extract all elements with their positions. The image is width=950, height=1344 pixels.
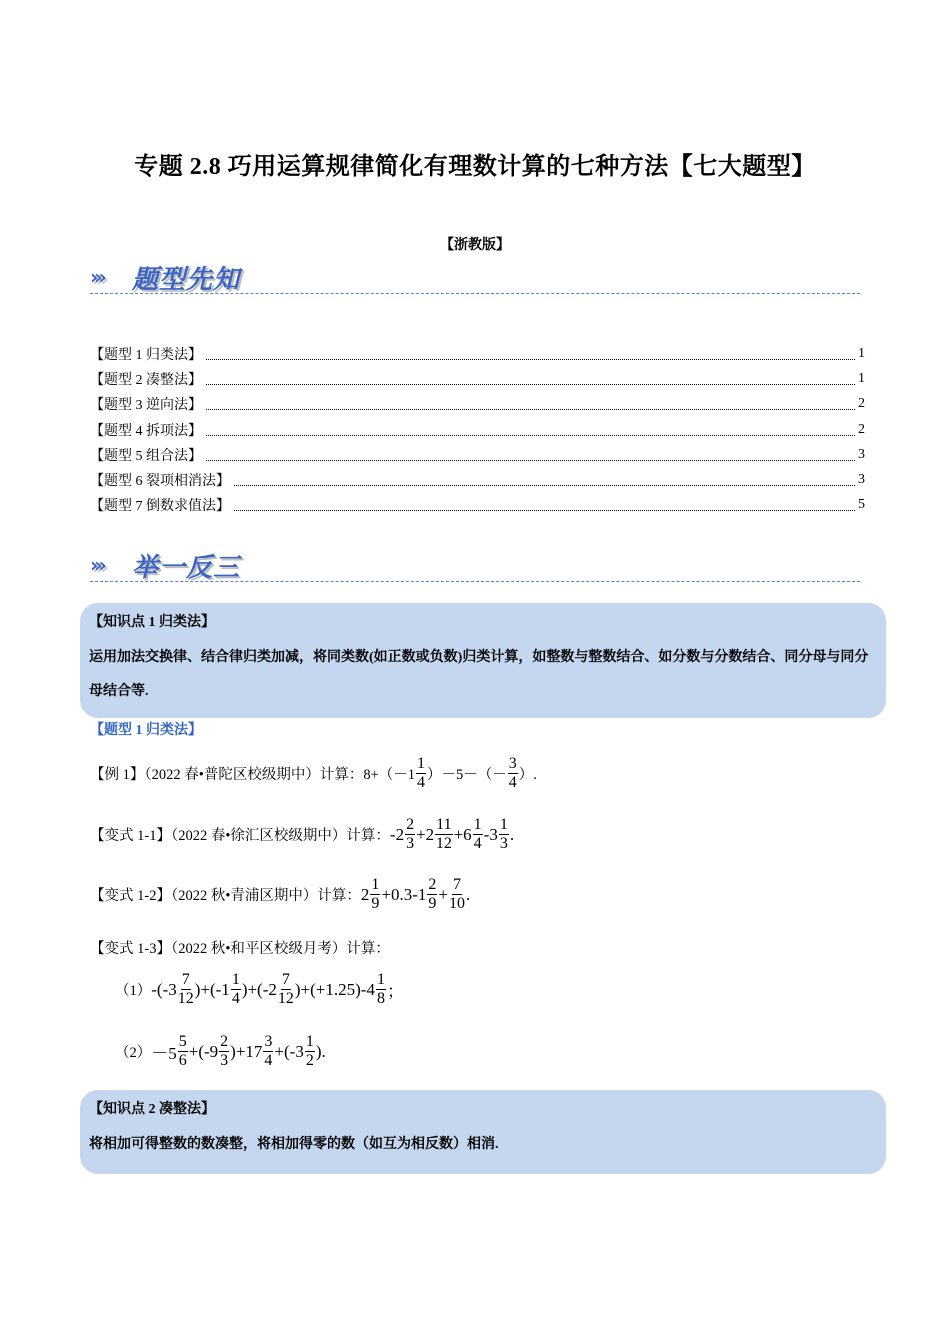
toc-item-label: 【题型 1 归类法】 bbox=[90, 347, 202, 363]
triple-arrow-icon: ››› bbox=[90, 553, 103, 577]
toc-page-number: 1 bbox=[858, 370, 865, 386]
toc-item[interactable] bbox=[90, 417, 865, 442]
fraction: $\frac{1}{4}$ bbox=[417, 755, 426, 791]
page-title: 专题 2.8 巧用运算规律简化有理数计算的七种方法【七大题型】 bbox=[134, 154, 816, 180]
dashed-divider bbox=[90, 293, 860, 294]
edition-label: 【浙教版】 bbox=[440, 238, 510, 253]
math-expression: －5 $\frac{5}{6}$ +(-9 $\frac{2}{3}$ )+17 $\frac{3}{4}$ +(-3 $\frac{1}{2}$ ). bbox=[151, 1033, 326, 1069]
toc-page-number: 5 bbox=[858, 497, 865, 513]
toc-item[interactable] bbox=[90, 442, 865, 467]
sub-problem-1 bbox=[115, 972, 404, 1007]
knowledge-heading: 【知识点 2 凑整法】 bbox=[89, 1102, 215, 1117]
toc-leader bbox=[234, 474, 855, 486]
math-expression: -2 $\frac{2}{3}$ +2 $\frac{11}{12}$ +6 $\frac{1}{4}$ -3 $\frac{1}{3}$ . bbox=[389, 816, 515, 852]
problem-label: 【例 1】（2022 春•普陀区校级期中）计算：8+（－1 bbox=[90, 767, 416, 783]
knowledge-text: 运用加法交换律、结合律归类加减，将同类数(如正数或负数)归类计算，如整数与整数结合、如分数与分数结合、同分母与同分母结合等. bbox=[89, 650, 869, 699]
banner-overview-text: 题型先知 bbox=[132, 265, 241, 295]
toc-leader bbox=[206, 424, 855, 436]
triple-arrow-icon: ››› bbox=[90, 265, 103, 289]
toc-item[interactable] bbox=[90, 493, 865, 518]
toc-item[interactable] bbox=[90, 366, 865, 391]
toc-leader bbox=[206, 449, 855, 461]
banner-practice-text: 举一反三 bbox=[132, 553, 241, 583]
table-of-contents bbox=[90, 341, 865, 518]
toc-page-number: 2 bbox=[858, 396, 865, 412]
problem-label: 【变式 1-3】（2022 秋•和平区校级月考）计算： bbox=[90, 941, 390, 957]
toc-page-number: 2 bbox=[858, 421, 865, 437]
toc-item[interactable] bbox=[90, 467, 865, 492]
toc-leader bbox=[234, 499, 855, 511]
example-1 bbox=[90, 756, 537, 791]
banner-practice bbox=[90, 545, 860, 585]
toc-item-label: 【题型 5 组合法】 bbox=[90, 448, 202, 464]
toc-item-label: 【题型 4 拆项法】 bbox=[90, 423, 202, 439]
toc-page-number: 3 bbox=[858, 446, 865, 462]
problem-label: 【变式 1-1】（2022 春•徐汇区校级期中）计算： bbox=[90, 828, 390, 844]
variant-1-1 bbox=[90, 817, 514, 852]
toc-item-label: 【题型 3 逆向法】 bbox=[90, 398, 202, 414]
problem-label: 【变式 1-2】（2022 秋•青浦区期中）计算： bbox=[90, 888, 361, 904]
math-expression: -(-3 $\frac{7}{12}$ )+(-1 $\frac{1}{4}$ )+(-2 $\frac{7}{12}$ )+(+1.25)-4 $\frac{1}{8}$ ； bbox=[151, 971, 404, 1007]
sub-problem-number: （1） bbox=[115, 983, 152, 999]
question-type-heading: 【题型 1 归类法】 bbox=[90, 723, 202, 738]
variant-1-2 bbox=[90, 877, 470, 912]
problem-text: ）－5－（－ bbox=[427, 767, 507, 783]
toc-page-number: 1 bbox=[858, 345, 865, 361]
fraction: $\frac{3}{4}$ bbox=[508, 755, 517, 791]
knowledge-text: 将相加可得整数的数凑整，将相加得零的数（如互为相反数）相消. bbox=[89, 1137, 499, 1152]
math-expression: 2 $\frac{1}{9}$ +0.3-1 $\frac{2}{9}$ + $\frac{7}{10}$ . bbox=[360, 876, 471, 912]
sub-problem-number: （2） bbox=[115, 1045, 152, 1061]
toc-leader bbox=[206, 373, 855, 385]
knowledge-box-2 bbox=[80, 1090, 886, 1174]
banner-overview bbox=[90, 257, 860, 297]
toc-item-label: 【题型 2 凑整法】 bbox=[90, 372, 202, 388]
toc-item-label: 【题型 7 倒数求值法】 bbox=[90, 499, 230, 515]
variant-1-3 bbox=[90, 937, 390, 958]
toc-item[interactable] bbox=[90, 341, 865, 366]
dashed-divider bbox=[90, 581, 860, 582]
sub-problem-2 bbox=[115, 1034, 326, 1069]
toc-item-label: 【题型 6 裂项相消法】 bbox=[90, 474, 230, 490]
toc-page-number: 3 bbox=[858, 472, 865, 488]
toc-item[interactable] bbox=[90, 392, 865, 417]
knowledge-box-1 bbox=[80, 603, 886, 718]
toc-leader bbox=[206, 348, 855, 360]
problem-text: ）. bbox=[518, 767, 537, 783]
toc-leader bbox=[206, 398, 855, 410]
knowledge-heading: 【知识点 1 归类法】 bbox=[89, 615, 215, 630]
